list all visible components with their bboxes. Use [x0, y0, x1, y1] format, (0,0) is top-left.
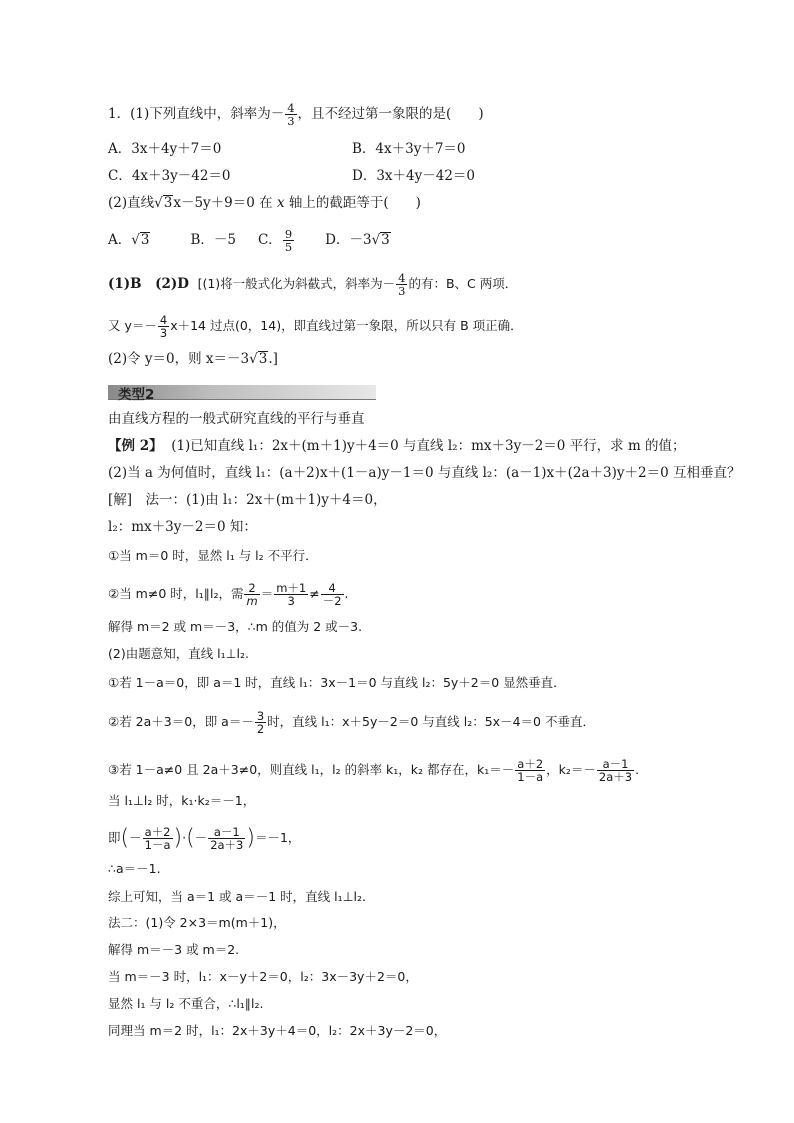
- solution-line: 法二：(1)令 2×3＝m(m＋1)，: [108, 915, 286, 930]
- solution-line: ∴a＝－1.: [108, 861, 161, 876]
- solution-line: l₂：mx＋3y－2＝0 知：: [108, 519, 257, 535]
- solution-line: [解] 法一：(1)由 l₁：2x＋(m＋1)y＋4＝0，: [108, 492, 387, 508]
- solution-line: 同理当 m＝2 时，l₁：2x＋3y＋4＝0，l₂：2x＋3y－2＝0，: [108, 1023, 447, 1038]
- answer-1-line1: (1)B (2)D [(1)将一般式化为斜截式，斜率为－ $\frac{4}{3}$ 的有：B、C 两项．: [108, 271, 518, 298]
- fraction: $\frac{4}{3}$: [287, 101, 295, 128]
- solution-line: ②当 m≠0 时，l₁∥l₂，需 $\frac{2}{m}$ ＝ $\frac{m+1}{3}$ ≠ $\frac{4}{-2}$ .: [108, 581, 349, 608]
- example-2-q1: 【例 2】 (1)已知直线 l₁：2x＋(m＋1)y＋4＝0 与直线 l₂：mx＋3y－2＝0 平行，求 m 的值；: [108, 438, 686, 454]
- section-title: 由直线方程的一般式研究直线的平行与垂直: [108, 411, 365, 427]
- q1-part1: 1．(1)下列直线中，斜率为－ $\frac{4}{3}$ ，且不经过第一象限的是( ): [108, 101, 484, 128]
- solution-line: 解得 m＝－3 或 m＝2.: [108, 942, 240, 957]
- solution-line: 显然 l₁ 与 l₂ 不重合，∴l₁∥l₂.: [108, 996, 264, 1011]
- answer-1-line2: 又 y＝－ $\frac{4}{3}$ x＋14 过点(0，14)，即直线过第一象限，所以只有 B 项正确．: [108, 313, 523, 340]
- q1-option-b: B．4x＋3y＋7＝0: [352, 141, 466, 157]
- q1-option-d: D．3x＋4y－42＝0: [352, 168, 476, 184]
- example-2-q2: (2)当 a 为何值时，直线 l₁：(a＋2)x＋(1－a)y－1＝0 与直线 l₂：(a－1)x＋(2a＋3)y＋2＝0 互相垂直？: [108, 465, 741, 481]
- solution-line: 综上可知，当 a＝1 或 a＝－1 时，直线 l₁⊥l₂.: [108, 889, 366, 904]
- q1-option-a: A．3x＋4y＋7＝0: [108, 141, 222, 157]
- solution-line: 当 l₁⊥l₂ 时，k₁·k₂＝－1，: [108, 793, 256, 808]
- solution-line: ③若 1－a≠0 且 2a＋3≠0，则直线 l₁，l₂ 的斜率 k₁，k₂ 都存在，k₁＝－ $\frac{a+2}{1-a}$ ，k₂＝－ $\frac{a-1}{2a+3}$ .: [108, 757, 640, 784]
- solution-line: ①当 m＝0 时，显然 l₁ 与 l₂ 不平行．: [108, 548, 318, 563]
- solution-line: 当 m＝－3 时，l₁：x－y＋2＝0，l₂：3x－3y＋2＝0，: [108, 969, 418, 984]
- solution-line: (2)由题意知，直线 l₁⊥l₂.: [108, 646, 250, 661]
- answer-1-line3: (2)令 y＝0，则 x＝－3√3.]: [108, 351, 278, 367]
- q1-option-c: C．4x＋3y－42＝0: [108, 168, 231, 184]
- solution-line: 解得 m＝2 或 m＝－3，∴m 的值为 2 或－3.: [108, 619, 363, 634]
- q1-part2: (2)直线√3x－5y＋9＝0 在 x 轴上的截距等于( ): [108, 195, 421, 211]
- solution-line: ①若 1－a＝0，即 a＝1 时，直线 l₁：3x－1＝0 与直线 l₂：5y＋2＝0 显然垂直．: [108, 675, 566, 690]
- section-tag: 类型2: [108, 385, 376, 400]
- solution-line: 即(－ $\frac{a+2}{1-a}$ )·(－ $\frac{a-1}{2a+3}$ )＝－1，: [108, 825, 301, 852]
- q1-part2-options: A．√3 B．－5 C． $\frac{9}{5}$ D．－3√3: [108, 227, 390, 254]
- solution-line: ②若 2a＋3＝0，即 a＝－ $\frac{3}{2}$ 时，直线 l₁：x＋5y－2＝0 与直线 l₂：5x－4＝0 不垂直．: [108, 709, 595, 736]
